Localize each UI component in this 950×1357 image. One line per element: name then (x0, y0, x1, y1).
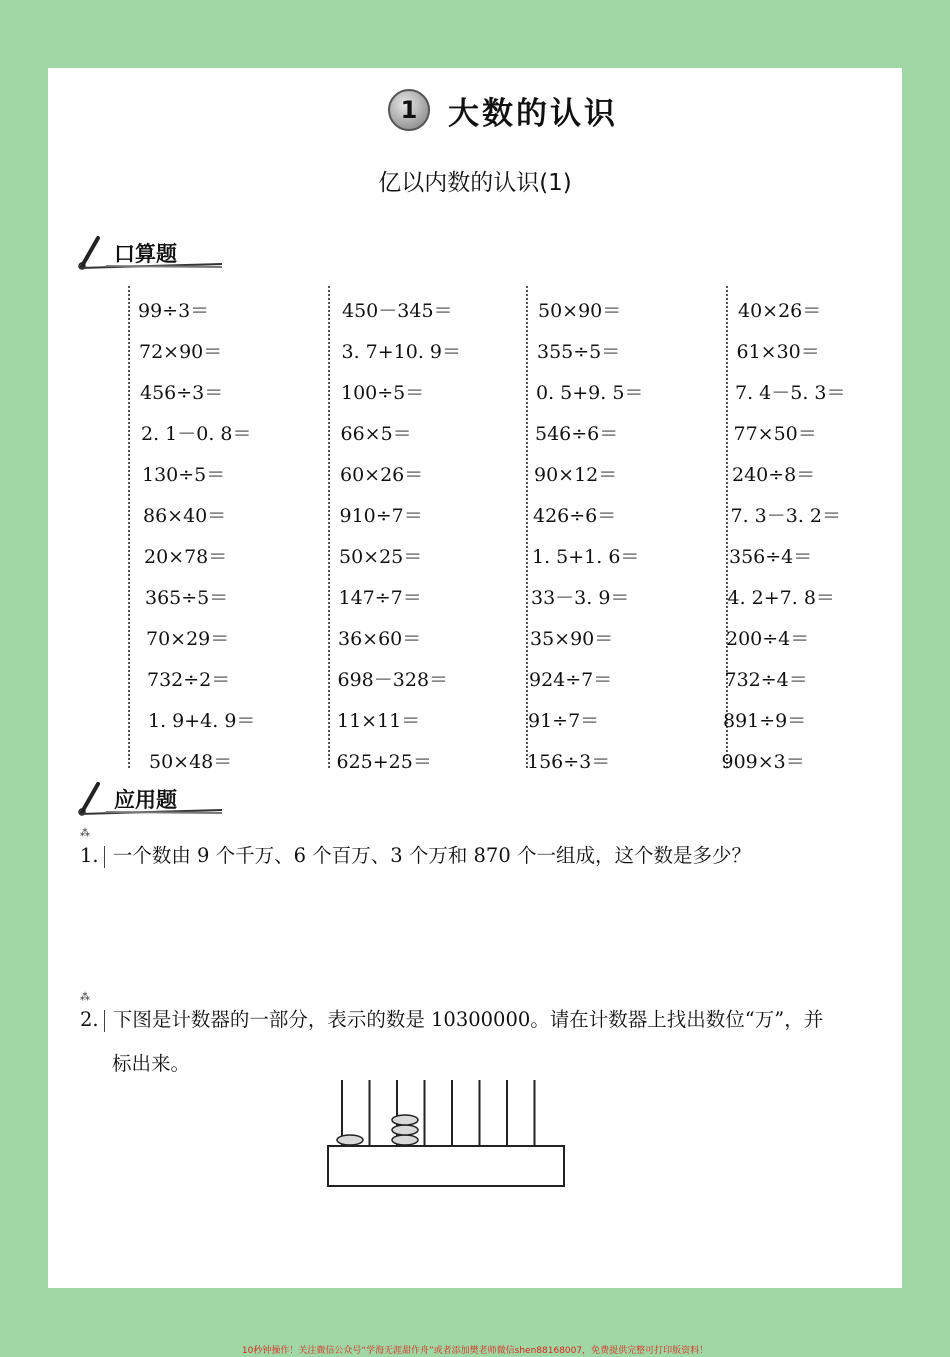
oral-column-2 (328, 286, 462, 773)
footer-notice: 10秒钟操作！关注微信公众号“学海无涯甜作舟”或者添加樊老师微信shen88168007，免费提供完整可打印版资料！ (241, 1346, 709, 1356)
oral-problem: 355÷5＝ (537, 341, 621, 363)
oral-problem: 61×30＝ (736, 341, 820, 363)
oral-section-title: 口算题 (114, 242, 177, 266)
oral-problem: 70×29＝ (146, 628, 230, 650)
oral-column-1 (128, 286, 256, 773)
oral-problem: 35×90＝ (530, 628, 614, 650)
oral-problem: 147÷7＝ (338, 587, 422, 609)
abacus-bead (392, 1135, 418, 1145)
oral-problem: 456÷3＝ (140, 382, 224, 404)
oral-problem: 91÷7＝ (528, 710, 600, 732)
oral-problem: 60×26＝ (340, 464, 424, 486)
problem-2 (80, 1004, 823, 1032)
oral-problem: 130÷5＝ (142, 464, 226, 486)
problem-text: 下图是计数器的一部分，表示的数是 10300000。请在计数器上找出数位“万”，并 (112, 1008, 824, 1031)
oral-problem: 40×26＝ (738, 300, 822, 322)
chapter-title: 大数的认识 (448, 95, 618, 132)
oral-problem: 924÷7＝ (529, 669, 613, 691)
oral-problem: 50×90＝ (538, 300, 622, 322)
oral-problem: 50×25＝ (339, 546, 423, 568)
abacus-bead (337, 1135, 363, 1145)
oral-problem: 546÷6＝ (535, 423, 619, 445)
oral-problem: 625+25＝ (336, 751, 432, 773)
problem-text: 一个数由 9 个千万、6 个百万、3 个万和 870 个一组成，这个数是多少？ (112, 844, 751, 867)
oral-problem: 36×60＝ (338, 628, 422, 650)
oral-problem: 7. 3－3. 2＝ (730, 505, 842, 527)
oral-section-header (76, 234, 226, 270)
oral-problem: 100÷5＝ (341, 382, 425, 404)
oral-problem: 50×48＝ (149, 751, 233, 773)
oral-problem: 732÷2＝ (147, 669, 231, 691)
problem-number: ⁂ 2. (80, 1008, 99, 1031)
abacus-base (328, 1146, 564, 1186)
oral-problem: 90×12＝ (534, 464, 618, 486)
oral-problem: 99÷3＝ (138, 300, 210, 322)
oral-problem: 0. 5+9. 5＝ (536, 382, 644, 404)
chapter-header (388, 86, 618, 134)
oral-problem: 426÷6＝ (533, 505, 617, 527)
oral-problem: 891÷9＝ (723, 710, 807, 732)
applied-section-title: 应用题 (114, 788, 177, 812)
oral-problem: 4. 2+7. 8＝ (727, 587, 835, 609)
worksheet-page (48, 68, 902, 1288)
problem-number: ⁂ 1. (80, 844, 99, 867)
oral-problem: 72×90＝ (139, 341, 223, 363)
oral-problem: 1. 9+4. 9＝ (148, 710, 256, 732)
oral-problem: 7. 4－5. 3＝ (735, 382, 846, 404)
oral-problem: 909×3＝ (721, 751, 805, 773)
oral-column-3 (526, 286, 644, 773)
applied-section-header (76, 780, 226, 816)
chapter-number-badge: 1 (388, 89, 430, 131)
lesson-subtitle: 亿以内数的认识(1) (378, 170, 572, 196)
oral-problem: 77×50＝ (733, 423, 817, 445)
oral-problem: 450－345＝ (342, 300, 453, 322)
oral-problem: 365÷5＝ (145, 587, 229, 609)
oral-problem: 3. 7+10. 9＝ (341, 341, 462, 363)
oral-problem: 1. 5+1. 6＝ (532, 546, 640, 568)
problem-2-line-2: 标出来。 (112, 1052, 191, 1075)
oral-problem: 11×11＝ (337, 710, 421, 732)
abacus-bead (392, 1115, 418, 1125)
oral-problem: 698－328＝ (337, 669, 449, 691)
oral-problem: 356÷4＝ (729, 546, 813, 568)
oral-column-4 (721, 286, 846, 773)
abacus-diagram (326, 1078, 570, 1190)
problem-1 (80, 840, 751, 868)
oral-problem: 20×78＝ (144, 546, 228, 568)
oral-problem: 240÷8＝ (732, 464, 816, 486)
oral-problem: 200÷4＝ (726, 628, 810, 650)
oral-problem: 156÷3＝ (527, 751, 611, 773)
abacus-bead (392, 1125, 418, 1135)
oral-problem: 86×40＝ (143, 505, 227, 527)
oral-problem: 2. 1－0. 8＝ (141, 423, 252, 445)
oral-problem: 33－3. 9＝ (531, 587, 630, 609)
oral-problem: 910÷7＝ (339, 505, 423, 527)
oral-problem: 66×5＝ (340, 423, 412, 445)
oral-problem: 732÷4＝ (724, 669, 808, 691)
